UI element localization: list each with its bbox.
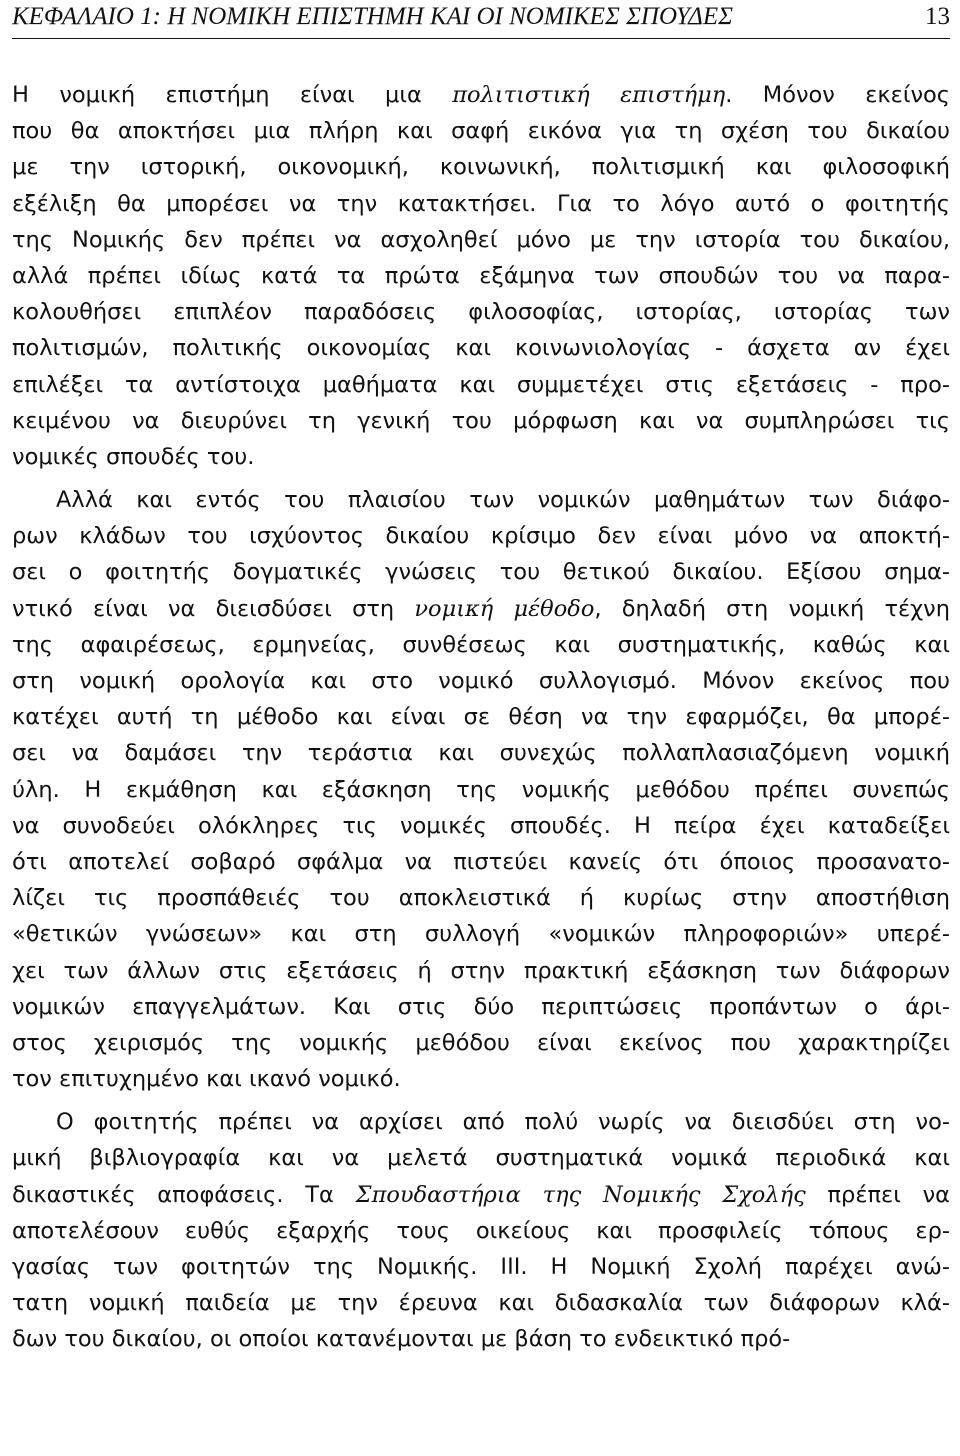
emphasis-text: Σπουδαστήρια της Νομικής Σχολής bbox=[355, 1181, 806, 1208]
paragraph bbox=[12, 482, 950, 1097]
text-run: , δηλαδή στη νομική τέχνη bbox=[594, 595, 950, 622]
text-line bbox=[12, 1140, 950, 1176]
text-run: δικαστικές αποφάσεις. Τα bbox=[12, 1181, 356, 1208]
text-line bbox=[12, 518, 950, 554]
text-run: χει των άλλων στις εξετάσεις ή στην πρακτική εξάσκηση των διάφορων bbox=[12, 957, 950, 984]
text-run: Η νομική επιστήμη είναι μια bbox=[12, 82, 453, 108]
text-run: να συνοδεύει ολόκληρες τις νομικές σπουδές. Η πείρα έχει καταδείξει bbox=[12, 812, 950, 839]
text-run: στος χειρισμός της νομικής μεθόδου είναι εκείνος που χαρακτηρίζει bbox=[12, 1029, 950, 1056]
emphasis-text: νομική μέθοδο bbox=[414, 595, 595, 622]
text-line bbox=[12, 844, 950, 880]
text-run: που θα αποκτήσει μια πλήρη και σαφή εικόνα για τη σχέση του δικαίου bbox=[12, 118, 950, 145]
text-run: Αλλά και εντός του πλαισίου των νομικών μαθημάτων των διάφο- bbox=[56, 487, 950, 514]
text-run: τατη νομική παιδεία με την έρευνα και διδασκαλία των διάφορων κλά- bbox=[12, 1290, 950, 1317]
running-header bbox=[12, 0, 950, 39]
text-run: εξέλιξη θα μπορέσει να την κατακτήσει. Για το λόγο αυτό ο φοιτητής bbox=[12, 190, 950, 217]
text-line bbox=[12, 1249, 950, 1285]
text-run: . Μόνον εκείνος bbox=[725, 82, 950, 108]
text-run: δων του δικαίου, οι οποίοι κατανέμονται με βάση το ενδεικτικό πρό- bbox=[12, 1326, 791, 1353]
text-run: αποτελέσουν ευθύς εξαρχής τους οικείους και προσφιλείς τόπους ερ- bbox=[12, 1217, 950, 1244]
text-run: νομικών επαγγελμάτων. Και στις δύο περιπτώσεις προπάντων ο άρι- bbox=[12, 993, 950, 1020]
text-line bbox=[12, 294, 950, 330]
text-run: πρέπει να bbox=[805, 1181, 950, 1208]
text-line bbox=[12, 1177, 950, 1213]
text-run: νομικές σπουδές του. bbox=[12, 443, 255, 470]
text-line bbox=[12, 439, 950, 475]
text-line bbox=[12, 591, 950, 627]
paragraph bbox=[12, 1104, 950, 1357]
text-line bbox=[12, 330, 950, 366]
text-line bbox=[12, 735, 950, 771]
text-run: με την ιστορική, οικονομική, κοινωνική, πολιτισμική και φιλοσοφική bbox=[12, 154, 950, 181]
text-line bbox=[12, 149, 950, 185]
text-run: ότι αποτελεί σοβαρό σφάλμα να πιστεύει κανείς ότι όποιος προσανατο- bbox=[12, 848, 950, 875]
text-run: κειμένου να διευρύνει τη γενική του μόρφωση και να συμπληρώσει τις bbox=[12, 407, 950, 434]
book-page bbox=[12, 0, 950, 1358]
text-run: σει ο φοιτητής δογματικές γνώσεις του θετικού δικαίου. Εξίσου σημα- bbox=[12, 559, 950, 586]
text-line bbox=[12, 482, 950, 518]
text-run: μική βιβλιογραφία και να μελετά συστηματικά νομικά περιοδικά και bbox=[12, 1145, 950, 1172]
text-run: ντικό είναι να διεισδύσει στη bbox=[12, 595, 415, 622]
text-run: λίζει τις προσπάθειές του αποκλειστικά ή κυρίως στην αποστήθιση bbox=[12, 885, 950, 912]
text-line bbox=[12, 627, 950, 663]
text-line bbox=[12, 1025, 950, 1061]
text-line bbox=[12, 772, 950, 808]
text-run: πολιτισμών, πολιτικής οικονομίας και κοινωνιολογίας - άσχετα αν έχει bbox=[12, 335, 950, 362]
text-run: της αφαιρέσεως, ερμηνείας, συνθέσεως και συστηματικής, καθώς και bbox=[12, 631, 950, 658]
text-line bbox=[12, 916, 950, 952]
text-run: τον επιτυχημένο και ικανό νομικό. bbox=[12, 1066, 401, 1093]
paragraph bbox=[12, 77, 950, 475]
text-run: γασίας των φοιτητών της Νομικής. ΙΙΙ. Η Νομική Σχολή παρέχει ανώ- bbox=[12, 1254, 950, 1280]
text-line bbox=[12, 699, 950, 735]
paragraph-gap bbox=[12, 1097, 950, 1104]
text-line bbox=[12, 1321, 950, 1357]
text-line bbox=[12, 222, 950, 258]
text-line bbox=[12, 880, 950, 916]
text-line bbox=[12, 186, 950, 222]
text-line bbox=[12, 77, 950, 113]
text-run: ύλη. Η εκμάθηση και εξάσκηση της νομικής μεθόδου πρέπει συνεπώς bbox=[12, 776, 950, 803]
text-line bbox=[12, 113, 950, 149]
text-line bbox=[12, 808, 950, 844]
page-number: 13 bbox=[925, 3, 950, 30]
text-line bbox=[12, 258, 950, 294]
text-run: επιλέξει τα αντίστοιχα μαθήματα και συμμετέχει στις εξετάσεις - προ- bbox=[12, 371, 950, 398]
text-run: της Νομικής δεν πρέπει να ασχοληθεί μόνο με την ιστορία του δικαίου, bbox=[12, 226, 950, 253]
text-run: σει να δαμάσει την τεράστια και συνεχώς πολλαπλασιαζόμενη νομική bbox=[12, 740, 950, 767]
text-run: ρων κλάδων του ισχύοντος δικαίου κρίσιμο δεν είναι μόνο να αποκτή- bbox=[12, 523, 950, 550]
text-line bbox=[12, 554, 950, 590]
text-run: Ο φοιτητής πρέπει να αρχίσει από πολύ νωρίς να διεισδύει στη νο- bbox=[56, 1109, 950, 1136]
text-run: κολουθήσει επιπλέον παραδόσεις φιλοσοφίας, ιστορίας, ιστορίας των bbox=[12, 299, 950, 326]
text-line bbox=[12, 367, 950, 403]
body-text bbox=[12, 77, 950, 1358]
emphasis-text: πολιτιστική επιστήμη bbox=[452, 82, 726, 108]
text-line bbox=[12, 1213, 950, 1249]
text-run: «θετικών γνώσεων» και στη συλλογή «νομικών πληροφοριών» υπερέ- bbox=[12, 921, 950, 948]
text-line bbox=[12, 663, 950, 699]
text-run: αλλά πρέπει ιδίως κατά τα πρώτα εξάμηνα των σπουδών του να παρα- bbox=[12, 262, 950, 289]
text-line bbox=[12, 953, 950, 989]
text-line bbox=[12, 1061, 950, 1097]
text-line bbox=[12, 403, 950, 439]
text-line bbox=[12, 1285, 950, 1321]
text-run: στη νομική ορολογία και στο νομικό συλλογισμό. Μόνον εκείνος που bbox=[12, 668, 950, 694]
chapter-title: ΚΕΦΑΛΑΙΟ 1: Η ΝΟΜΙΚΗ ΕΠΙΣΤΗΜΗ ΚΑΙ ΟΙ ΝΟΜΙΚΕΣ ΣΠΟΥΔΕΣ bbox=[12, 3, 733, 30]
paragraph-gap bbox=[12, 475, 950, 482]
text-line bbox=[12, 1104, 950, 1140]
text-run: κατέχει αυτή τη μέθοδο και είναι σε θέση να την εφαρμόζει, θα μπορέ- bbox=[12, 704, 950, 731]
text-line bbox=[12, 989, 950, 1025]
